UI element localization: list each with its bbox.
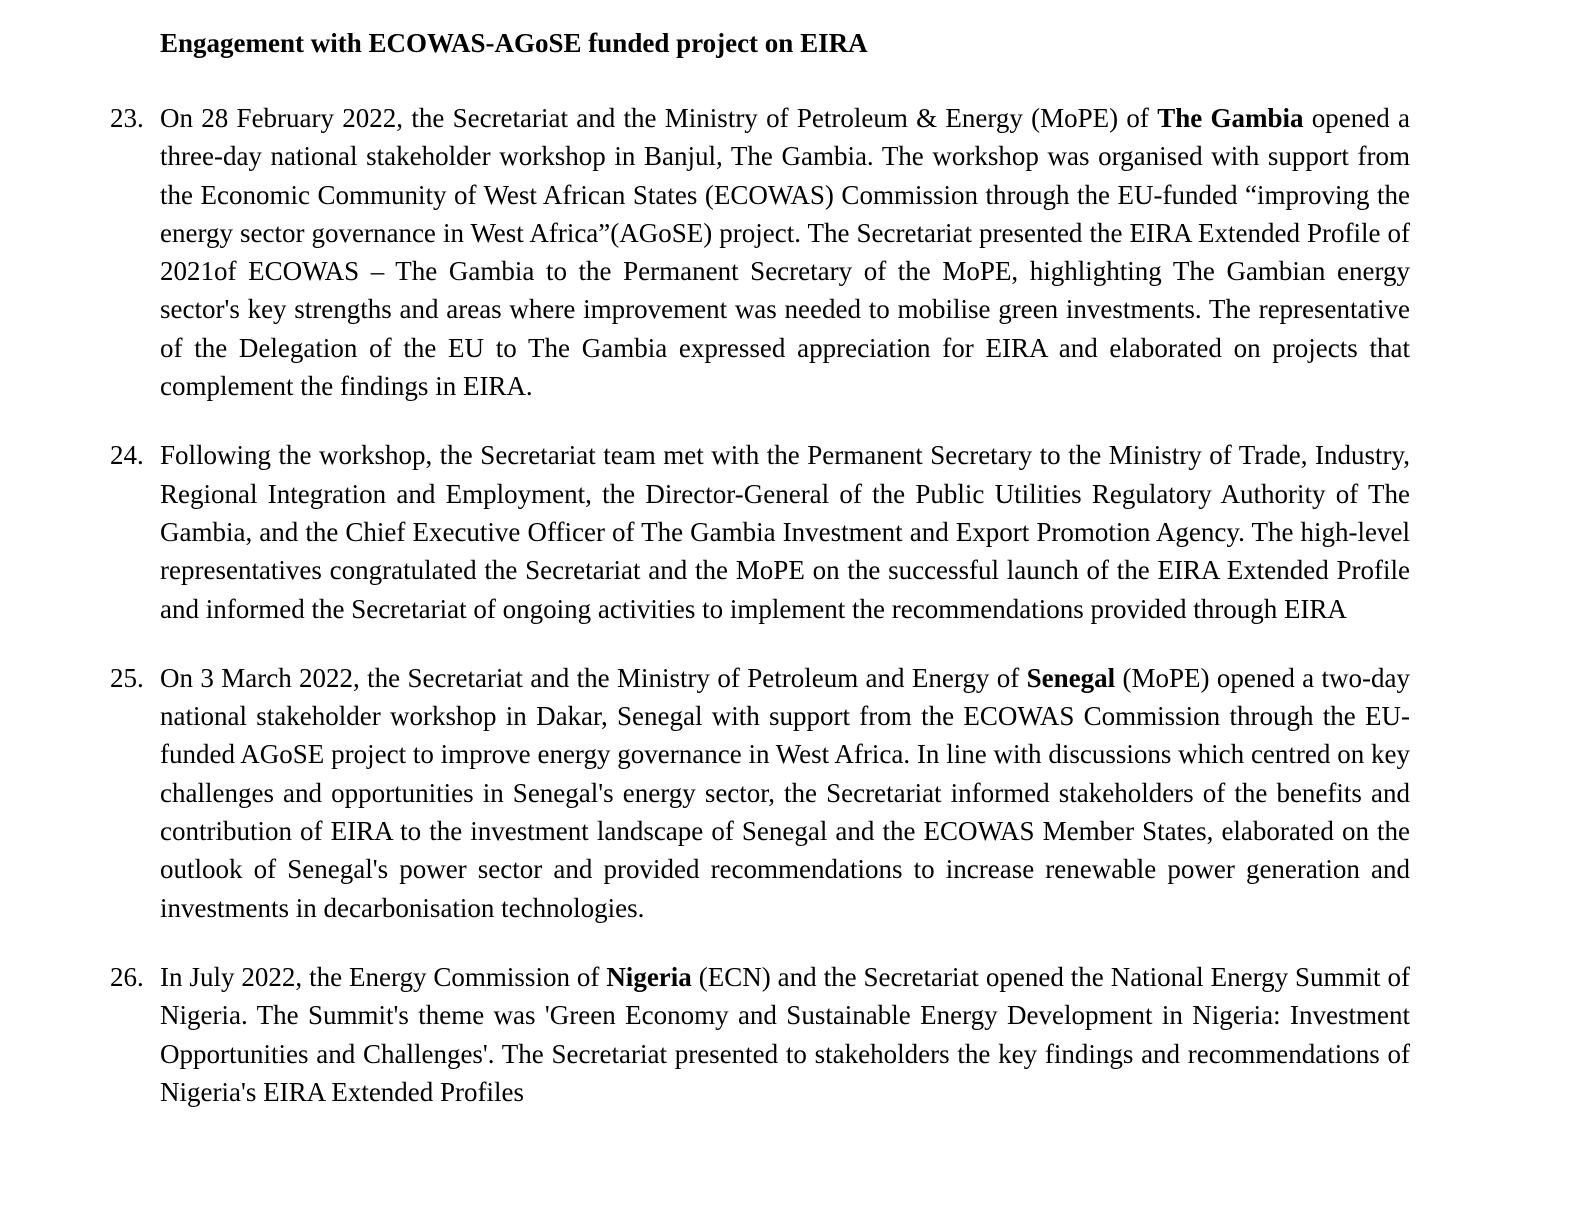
paragraph-number: 24. xyxy=(110,440,144,471)
paragraph-text-post: opened a three-day national stakeholder workshop in Banjul, The Gambia. The workshop was organised with support from the Economic Community of West African States (ECOWAS) Commission through the EU-funded “improving the energy sector governance in West Africa”(AGoSE) project. The Secretariat presented the EIRA Extended Profile of 2021of ECOWAS – The Gambia to the Permanent Secretary of the MoPE, highlighting The Gambian energy sector's key strengths and areas where improvement was needed to mobilise green investments. The representative of the Delegation of the EU to The Gambia expressed appreciation for EIRA and elaborated on projects that complement the findings in EIRA. xyxy=(160,103,1410,402)
paragraph-text-pre: Following the workshop, the Secretariat team met with the Permanent Secretary to the Ministry of Trade, Industry, Regional Integration and Employment, the Director-General of the Public Utilities Regulatory Authority of The Gambia, and the Chief Executive Officer of The Gambia Investment and Export Promotion Agency. The high-level representatives congratulated the Secretariat and the MoPE on the successful launch of the EIRA Extended Profile and informed the Secretariat of ongoing activities to implement the recommendations provided through EIRA xyxy=(160,440,1410,624)
paragraph-number: 26. xyxy=(110,961,144,992)
paragraph-text xyxy=(160,663,1410,923)
paragraph-text-post: (MoPE) opened a two-day national stakeholder workshop in Dakar, Senegal with support from the ECOWAS Commission through the EU-funded AGoSE project to improve energy governance in West Africa. In line with discussions which centred on key challenges and opportunities in Senegal's energy sector, the Secretariat informed stakeholders of the benefits and contribution of EIRA to the investment landscape of Senegal and the ECOWAS Member States, elaborated on the outlook of Senegal's power sector and provided recommendations to increase renewable power generation and investments in decarbonisation technologies. xyxy=(160,662,1410,923)
country-name-bold: Senegal xyxy=(1026,662,1116,693)
paragraph-text-pre: In July 2022, the Energy Commission of xyxy=(160,961,607,992)
paragraph-text-post: (ECN) and the Secretariat opened the National Energy Summit of Nigeria. The Summit's theme was 'Green Economy and Sustainable Energy Development in Nigeria: Investment Opportunities and Challenges'. The Secretariat presented to stakeholders the key findings and recommendations of Nigeria's EIRA Extended Profiles xyxy=(160,961,1410,1107)
paragraph-text xyxy=(160,440,1410,623)
paragraph-item-24 xyxy=(110,436,1410,627)
paragraph-number: 25. xyxy=(110,662,144,693)
paragraph-number: 23. xyxy=(110,103,144,133)
country-name-bold: Nigeria xyxy=(606,961,692,992)
paragraph-text-pre: On 28 February 2022, the Secretariat and the Ministry of Petroleum & Energy (MoPE) of xyxy=(160,103,1158,133)
paragraph-text-pre: On 3 March 2022, the Secretariat and the Ministry of Petroleum and Energy of xyxy=(160,662,1027,693)
document-heading: Engagement with ECOWAS-AGoSE funded project on EIRA xyxy=(160,28,868,58)
country-name-bold: The Gambia xyxy=(1157,103,1304,133)
paragraph-item-25 xyxy=(110,659,1410,927)
paragraph-text xyxy=(160,962,1410,1107)
paragraph-item-23 xyxy=(110,99,1410,405)
paragraph-text xyxy=(160,103,1410,401)
paragraph-item-26 xyxy=(110,958,1410,1111)
